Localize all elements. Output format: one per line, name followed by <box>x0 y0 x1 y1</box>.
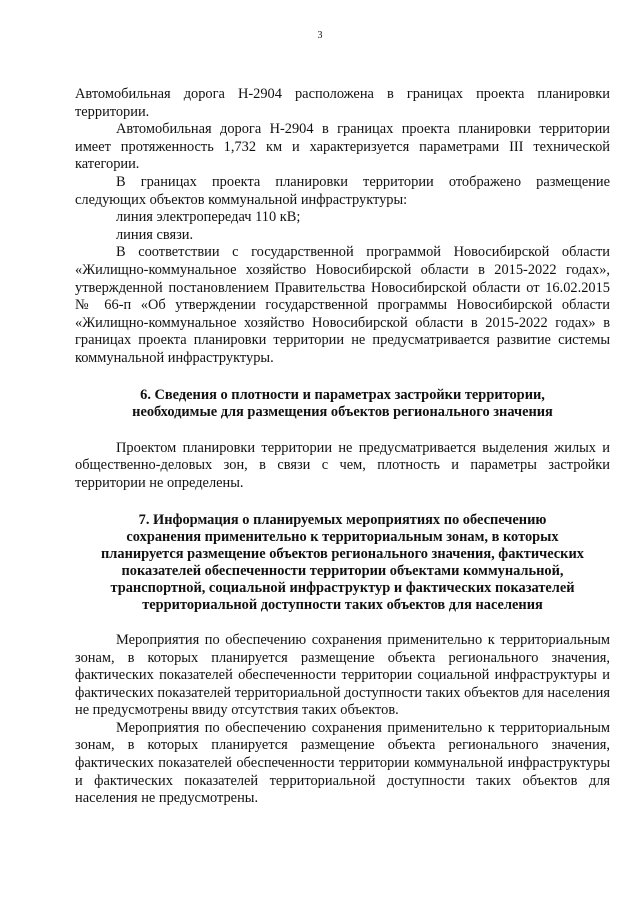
section-7-text-social: Мероприятия по обеспечению сохранения применительно к территориальным зонам, в которых планируется размещение объекта регионального значения, фактических показателей обеспеченности территории социальной инфраструктуры и фактических показателей территориальной доступности таких объектов для населения не предусмотрены ввиду отсутствия таких объектов. <box>75 631 610 719</box>
section-7-heading-line: территориальной доступности таких объектов для населения <box>142 597 543 613</box>
paragraph-utilities-intro: В границах проекта планировки территории отображено размещение следующих объектов коммунальной инфраструктуры: <box>75 173 610 208</box>
page-number: 3 <box>317 30 323 41</box>
list-item-power-line: линия электропередач 110 кВ; <box>116 209 301 226</box>
paragraph-road-length: Автомобильная дорога Н-2904 в границах проекта планировки территории имеет протяженность 1,732 км и характеризуется параметрами III технической категории. <box>75 121 610 173</box>
paragraph-state-program: В соответствии с государственной программой Новосибирской области «Жилищно-коммунальное хозяйство Новосибирской области в 2015-2022 годах», утвержденной постановлением Правительства Новосибирской области от 16.02.2015 № 66-п «Об утверждении государственной программы Новосибирской области «Жилищно-коммунальное хозяйство Новосибирской области в 2015-2022 годах» в границах проекта планировки территории не предусматривается развитие системы коммунальной инфраструктуры. <box>75 244 610 366</box>
section-6-heading-line: необходимые для размещения объектов регионального значения <box>132 404 553 421</box>
section-7-text-communal: Мероприятия по обеспечению сохранения применительно к территориальным зонам, в которых планируется размещение объекта регионального значения, фактических показателей обеспеченности территории коммунальной инфраструктуры и фактических показателей территориальной доступности таких объектов для населения не предусмотрены. <box>75 719 610 807</box>
section-6-heading <box>75 387 610 422</box>
section-6-text: Проектом планировки территории не предусматривается выделения жилых и общественно-деловых зон, в связи с чем, плотность и параметры застройки территории не определены. <box>75 439 610 491</box>
document-body <box>75 86 610 808</box>
section-7-heading <box>75 512 610 613</box>
section-7-heading-line: 7. Информация о планируемых мероприятиях по обеспечению <box>138 512 547 529</box>
section-7-heading-line: планируется размещение объектов регионального значения, фактических <box>101 546 584 563</box>
section-7-heading-line: сохранения применительно к территориальным зонам, в которых <box>126 529 559 546</box>
section-6-heading-line: 6. Сведения о плотности и параметрах застройки территории, <box>140 386 545 403</box>
list-item-communication-line: линия связи. <box>116 226 194 243</box>
section-7-heading-line: показателей обеспеченности территории объектами коммунальной, <box>121 563 564 580</box>
section-7-heading-line: транспортной, социальной инфраструктур и фактических показателей <box>110 580 575 597</box>
paragraph-road-location: Автомобильная дорога Н-2904 расположена в границах проекта планировки территории. <box>75 86 610 120</box>
